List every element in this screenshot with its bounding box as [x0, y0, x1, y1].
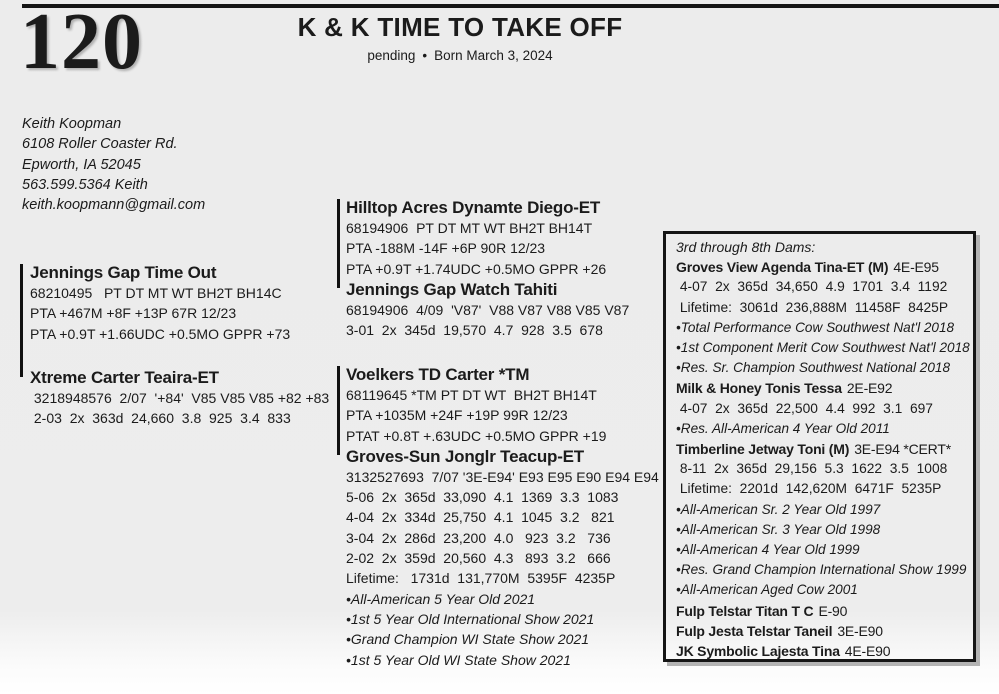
lactation-record: 5-06 2x 365d 33,090 4.1 1369 3.3 1083: [346, 489, 619, 506]
dam-name: Fulp Telstar Titan T C: [676, 602, 814, 619]
dam-name: Groves View Agenda Tina-ET (M): [676, 259, 889, 276]
pta-line: PTA +467M +8F +13P 67R 12/23: [30, 305, 237, 322]
registration-line: 68210495 PT DT MT WT BH2T BH14C: [30, 285, 282, 301]
dam-parents-group: [346, 364, 659, 670]
pedigree-bracket-left: [20, 264, 23, 377]
registration-line: 68194906 4/09 'V87' V88 V87 V88 V85 V87: [346, 301, 630, 318]
top-rule: [22, 4, 999, 8]
dam-name: Timberline Jetway Toni (M): [676, 441, 850, 458]
classification-score: 2E-E92: [846, 380, 893, 397]
registration-line: 68194906 PT DT MT WT BH2T BH14T: [346, 220, 593, 236]
dam-name: Milk & Honey Tonis Tessa: [676, 380, 842, 397]
award-item: •All-American 4 Year Old 1999: [676, 542, 860, 558]
header: [180, 12, 740, 63]
lifetime-record: Lifetime: 3061d 236,888M 11458F 8425P: [676, 299, 949, 315]
maternal-line-box: [663, 231, 976, 662]
pta-line: PTA +1035M +24F +19P 99R 12/23: [346, 407, 568, 424]
registration-line: 3132527693 7/07 '3E-E94' E93 E95 E90 E94 E94: [346, 468, 659, 485]
lactation-record: 3-01 2x 345d 19,570 4.7 928 3.5 678: [346, 322, 603, 339]
award-item: •Res. Sr. Champion Southwest National 2018: [676, 360, 951, 376]
lactation-record: 4-07 2x 365d 34,650 4.9 1701 3.4 1192: [676, 279, 948, 295]
award-item: •Res. All-American 4 Year Old 2011: [676, 420, 890, 436]
status-text: pending: [367, 48, 416, 63]
sire-dam-name: Jennings Gap Watch Tahiti: [346, 279, 558, 299]
classification-score: 4E-E90: [844, 643, 891, 660]
award-item: •All-American Sr. 2 Year Old 1997: [676, 501, 881, 517]
bullet-separator: •: [422, 48, 428, 63]
award-item: •Total Performance Cow Southwest Nat'l 2018: [676, 319, 955, 335]
award-item: •All-American Aged Cow 2001: [676, 582, 858, 598]
consignor-contact: [22, 114, 205, 215]
dam7-name-line: [676, 621, 970, 641]
registration-line: 3218948576 2/07 '+84' V85 V85 V85 +82 +83: [30, 390, 330, 406]
lifetime-record: Lifetime: 2201d 142,620M 6471F 5235P: [676, 481, 942, 497]
dam4-name-line: [676, 378, 970, 398]
pta-line: PTA -188M -14F +6P 90R 12/23: [346, 240, 546, 257]
sire-name: Jennings Gap Time Out: [30, 263, 217, 282]
award-item: •Grand Champion WI State Show 2021: [346, 631, 590, 648]
award-item: •All-American 5 Year Old 2021: [346, 590, 536, 607]
dam6-name-line: [676, 601, 970, 621]
award-item: •Res. Grand Champion International Show 1999: [676, 562, 967, 578]
contact-name: Keith Koopman: [22, 116, 122, 132]
dam3-name-line: [676, 257, 970, 277]
registration-line: 68119645 *TM PT DT WT BH2T BH14T: [346, 387, 597, 403]
classification-score: 3E-E90: [837, 622, 883, 639]
award-item: •All-American Sr. 3 Year Old 1998: [676, 521, 881, 537]
dam8-name-line: [676, 641, 970, 661]
classification-score: 4E-E95: [893, 259, 939, 276]
contact-email: keith.koopmann@gmail.com: [22, 197, 206, 214]
contact-phone: 563.599.5364 Keith: [22, 176, 148, 193]
award-item: •1st Component Merit Cow Southwest Nat'l 2018: [676, 340, 970, 356]
pta-line: PTAT +0.8T +.63UDC +0.5MO GPPR +19: [346, 427, 607, 444]
sire-parents-group: [346, 197, 629, 340]
award-item: •1st 5 Year Old WI State Show 2021: [346, 651, 571, 668]
lactation-record: 4-07 2x 365d 22,500 4.4 992 3.1 697: [676, 400, 933, 416]
pedigree-bracket-mid-bottom: [337, 366, 340, 455]
dam-dam-name: Groves-Sun Jonglr Teacup-ET: [346, 446, 584, 466]
sire-block: [30, 262, 290, 344]
contact-address-line2: Epworth, IA 52045: [22, 156, 141, 173]
lot-number: 120: [20, 0, 143, 86]
pta-line: PTA +0.9T +1.74UDC +0.5MO GPPR +26: [346, 260, 607, 277]
lactation-record: 2-02 2x 359d 20,560 4.3 893 3.2 666: [346, 550, 611, 567]
dam5-name-line: [676, 439, 970, 459]
born-date: Born March 3, 2024: [434, 48, 553, 63]
pedigree-bracket-mid-top: [337, 199, 340, 288]
dam-name: Fulp Jesta Telstar Taneil: [676, 622, 833, 639]
header-subtitle: [180, 48, 740, 63]
dams-box-heading: 3rd through 8th Dams:: [676, 239, 816, 255]
contact-address-line1: 6108 Roller Coaster Rd.: [22, 136, 178, 153]
sire-sire-name: Hilltop Acres Dynamte Diego-ET: [346, 198, 601, 217]
award-item: •1st 5 Year Old International Show 2021: [346, 610, 595, 627]
lactation-record: 8-11 2x 365d 29,156 5.3 1622 3.5 1008: [676, 461, 948, 477]
lifetime-record: Lifetime: 1731d 131,770M 5395F 4235P: [346, 570, 616, 587]
dam-name: Xtreme Carter Teaira-ET: [30, 368, 219, 387]
dam-sire-name: Voelkers TD Carter *TM: [346, 365, 530, 384]
lactation-record: 4-04 2x 334d 25,750 4.1 1045 3.2 821: [346, 509, 615, 526]
animal-name-title: K & K TIME TO TAKE OFF: [297, 12, 623, 42]
dam-block: [30, 367, 329, 429]
lactation-record: 3-04 2x 286d 23,200 4.0 923 3.2 736: [346, 529, 611, 546]
lactation-record: 2-03 2x 363d 24,660 3.8 925 3.4 833: [30, 410, 291, 427]
classification-score: 3E-E94 *CERT*: [854, 441, 951, 458]
classification-score: E-90: [818, 602, 848, 619]
pta-line: PTA +0.9T +1.66UDC +0.5MO GPPR +73: [30, 325, 291, 342]
dam-name: JK Symbolic Lajesta Tina: [676, 643, 840, 660]
